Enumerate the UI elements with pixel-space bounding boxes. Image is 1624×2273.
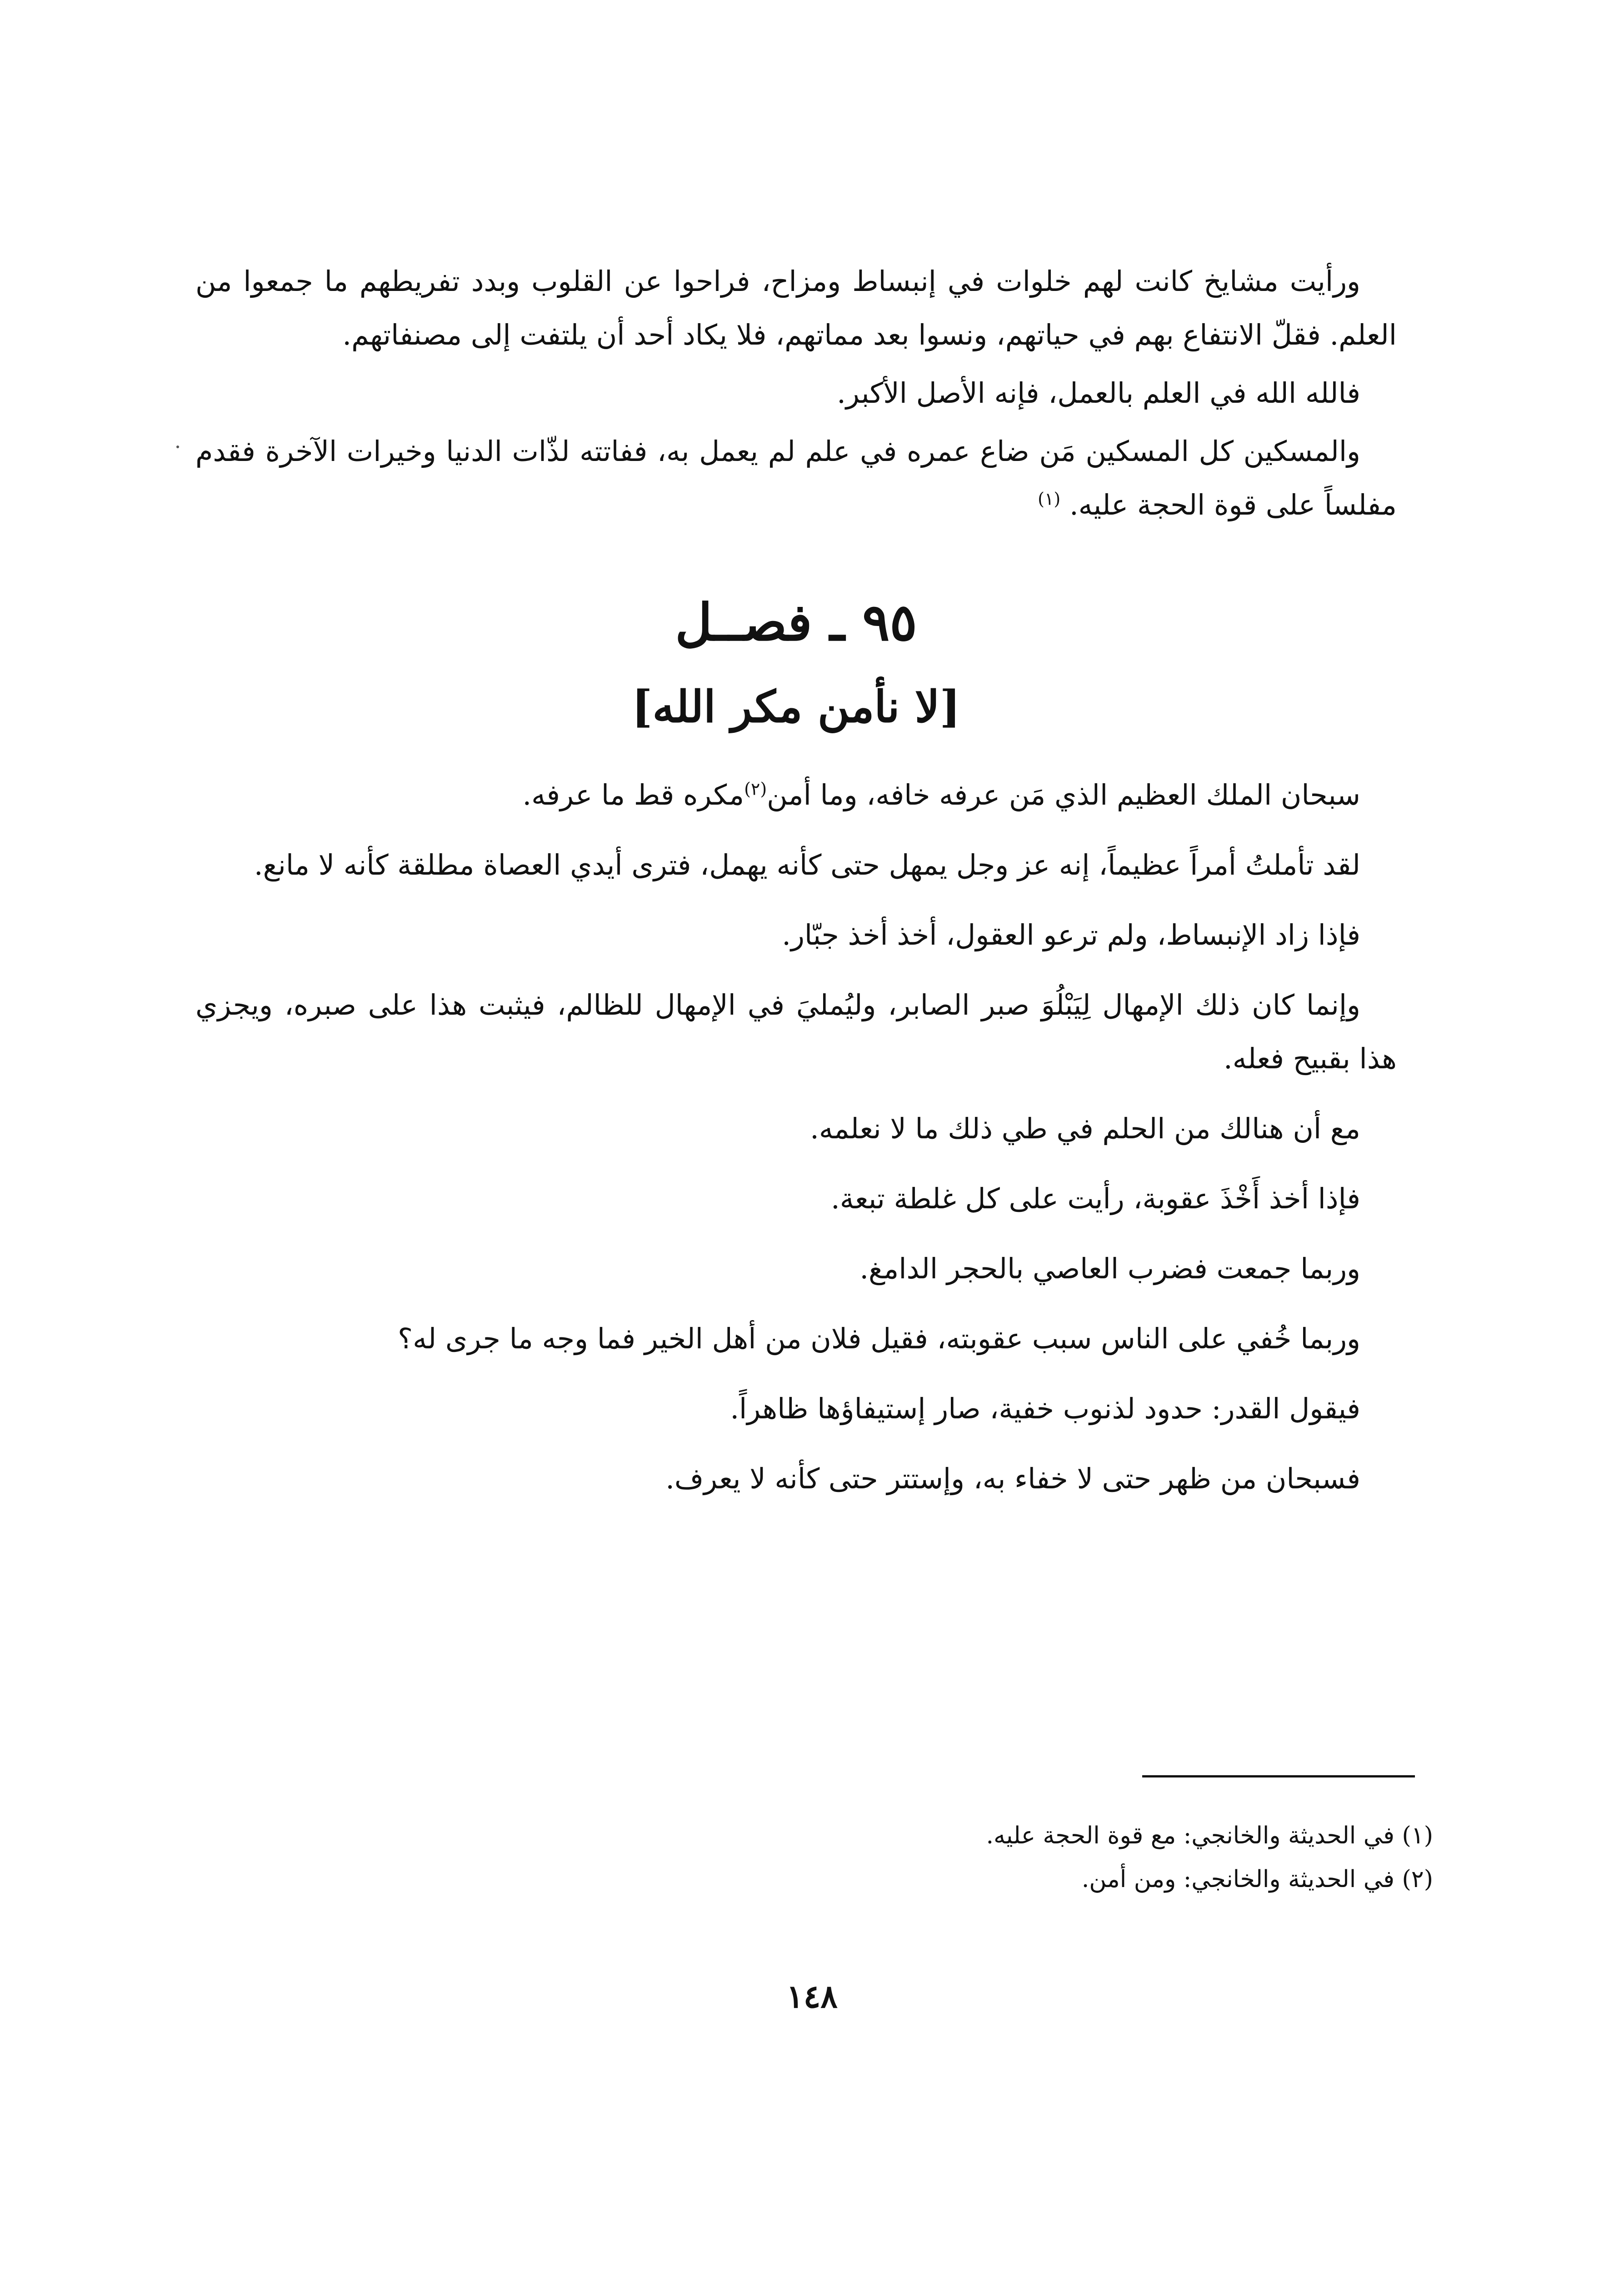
paragraph-poor-one-text: والمسكين كل المسكين مَن ضاع عمره في علم لم يعمل به، ففاتته لذّات الدنيا وخيرات الآخرة فقدم مفلساً على قوة الحجة عليه. bbox=[195, 435, 1397, 521]
footnote-ref-1: (١) bbox=[1038, 489, 1061, 509]
section-paragraph-4: وإنما كان ذلك الإمهال لِيَبْلُوَ صبر الصابر، وليُمليَ في الإمهال للظالم، فيثبت هذا على صبره، ويجزي هذا بقبيح فعله. bbox=[195, 988, 1397, 1075]
section-title: ٩٥ ـ فصــل bbox=[675, 593, 917, 652]
section-paragraph-10: فسبحان من ظهر حتى لا خفاء به، وإستتر حتى كأنه لا يعرف. bbox=[665, 1462, 1360, 1495]
section-paragraph-9: فيقول القدر: حدود لذنوب خفية، صار إستيفاؤها ظاهراً. bbox=[730, 1392, 1360, 1425]
paragraph-poor-one bbox=[195, 425, 1397, 532]
section-paragraph-1 bbox=[195, 768, 1397, 822]
section-paragraph-2: لقد تأملتُ أمراً عظيماً، إنه عز وجل يمهل حتى كأنه يهمل، فترى أيدي العصاة مطلقة كأنه لا مانع. bbox=[254, 848, 1360, 881]
footnote-2: (٢) في الحديثة والخانجي: ومن أمن. bbox=[1081, 1866, 1433, 1893]
footnote-ref-2: (٢) bbox=[744, 779, 767, 799]
footnote-separator bbox=[1142, 1775, 1415, 1777]
footnotes bbox=[195, 1814, 1433, 1901]
scan-speck bbox=[176, 446, 179, 448]
section-heading bbox=[195, 586, 1397, 741]
section-subtitle: [لا نأمن مكر الله] bbox=[632, 681, 960, 732]
footnote-1: (١) في الحديثة والخانجي: مع قوة الحجة عليه. bbox=[986, 1822, 1433, 1849]
page-body bbox=[195, 255, 1397, 1522]
section-paragraph-7: وربما جمعت فضرب العاصي بالحجر الدامغ. bbox=[859, 1252, 1360, 1285]
section-paragraph-6: فإذا أخذ أَخْذَ عقوبة، رأيت على كل غلطة تبعة. bbox=[831, 1182, 1360, 1215]
page-number: ١٤٨ bbox=[786, 1978, 838, 2015]
paragraph-sheikhs: ورأيت مشايخ كانت لهم خلوات في إنبساط ومزاح، فراحوا عن القلوب وبدد تفريطهم ما جمعوا من العلم. فقلّ الانتفاع بهم في حياتهم، ونسوا بعد مماتهم، فلا يكاد أحد أن يلتفت إلى مصنفاتهم. bbox=[195, 265, 1397, 351]
section-paragraph-5: مع أن هنالك من الحلم في طي ذلك ما لا نعلمه. bbox=[810, 1112, 1360, 1145]
section-paragraph-3: فإذا زاد الإنبساط، ولم ترعو العقول، أخذ أخذ جبّار. bbox=[782, 918, 1360, 951]
section-paragraph-1-after: مكره قط ما عرفه. bbox=[522, 778, 745, 811]
section-paragraph-1-before: سبحان الملك العظيم الذي مَن عرفه خافه، وما أمن bbox=[767, 778, 1360, 811]
paragraph-knowledge-action: فالله الله في العلم بالعمل، فإنه الأصل الأكبر. bbox=[837, 376, 1360, 410]
section-paragraph-8: وربما خُفي على الناس سبب عقوبته، فقيل فلان من أهل الخير فما وجه ما جرى له؟ bbox=[398, 1322, 1360, 1355]
